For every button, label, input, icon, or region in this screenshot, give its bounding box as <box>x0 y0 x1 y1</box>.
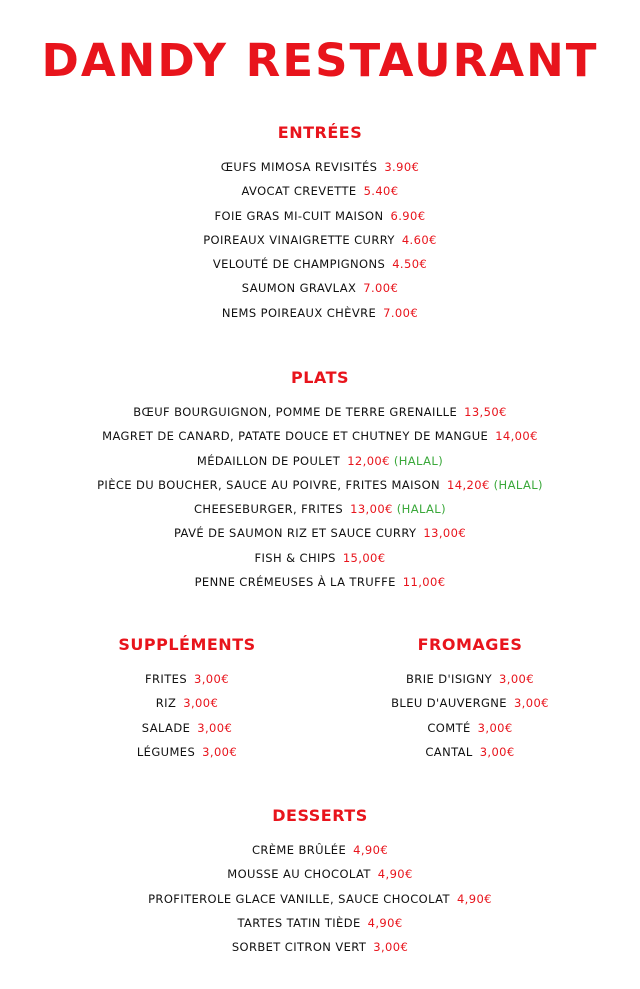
section-heading-plats: PLATS <box>291 368 349 387</box>
menu-item-price: 3,00€ <box>194 672 229 686</box>
menu-item-price: 6.90€ <box>390 208 426 223</box>
menu-item-name: AVOCAT CREVETTE <box>241 184 357 199</box>
section-plats <box>0 370 640 599</box>
menu-item-price: 13,00€ <box>350 502 393 517</box>
menu-item-name: RIZ <box>155 696 177 711</box>
menu-item-price: 4,90€ <box>353 843 389 857</box>
menu-item-name: BŒUF BOURGUIGNON, POMME DE TERRE GRENAILLE <box>133 405 458 419</box>
desserts-list <box>0 843 640 964</box>
menu-item-name: PAVÉ DE SAUMON RIZ ET SAUCE CURRY <box>173 526 417 541</box>
menu-item-name: COMTÉ <box>427 720 471 735</box>
section-heading-desserts: DESSERTS <box>272 806 368 825</box>
menu-item <box>0 575 640 599</box>
menu-item-price: 11,00€ <box>402 575 446 590</box>
section-fromages <box>370 637 570 769</box>
menu-item <box>0 209 640 233</box>
menu-item-price: 3,00€ <box>373 940 409 955</box>
menu-item-price: 14,00€ <box>495 429 538 444</box>
menu-item <box>0 551 640 575</box>
menu-item <box>0 233 640 257</box>
menu-item-price: 14,20€ <box>447 477 490 492</box>
halal-tag: (HALAL) <box>396 502 446 517</box>
menu-item-price: 3.90€ <box>384 160 420 174</box>
menu-item-price: 3,00€ <box>513 696 549 711</box>
menu-item-price: 7.00€ <box>383 305 419 320</box>
menu-item-name: NEMS POIREAUX CHÈVRE <box>221 305 377 320</box>
menu-item-name: MAGRET DE CANARD, PATATE DOUCE ET CHUTNEY DE MANGUE <box>102 429 489 444</box>
menu-item <box>370 721 570 745</box>
menu-item <box>0 940 640 964</box>
menu-item <box>0 257 640 281</box>
menu-item-name: POIREAUX VINAIGRETTE CURRY <box>203 232 395 247</box>
menu-item <box>0 526 640 550</box>
menu-item-name: LÉGUMES <box>136 744 196 759</box>
menu-item <box>0 160 640 184</box>
menu-item-price: 4,90€ <box>367 915 403 930</box>
menu-item-name: SALADE <box>141 720 191 735</box>
menu-item-price: 3,00€ <box>477 720 513 735</box>
menu-item <box>0 843 640 867</box>
menu-item-price: 15,00€ <box>342 550 386 565</box>
halal-tag: (HALAL) <box>393 453 444 468</box>
menu-item-name: MÉDAILLON DE POULET <box>196 453 341 468</box>
menu-item-name: FOIE GRAS MI-CUIT MAISON <box>214 208 384 223</box>
menu-item <box>0 306 640 330</box>
menu-item <box>370 672 570 696</box>
section-heading-fromages: FROMAGES <box>417 635 523 654</box>
supplements-list <box>87 672 287 769</box>
menu-item-name: BRIE D'ISIGNY <box>406 672 493 686</box>
menu-item <box>87 745 287 769</box>
menu-item-name: PENNE CRÉMEUSES À LA TRUFFE <box>194 575 396 590</box>
entrees-list <box>0 160 640 330</box>
menu-item-price: 12,00€ <box>347 453 390 468</box>
menu-item-price: 4.60€ <box>401 232 437 247</box>
menu-item <box>0 405 640 429</box>
menu-item-price: 5.40€ <box>363 184 399 199</box>
section-supplements <box>87 637 287 769</box>
menu-item <box>0 454 640 478</box>
menu-item-name: TARTES TATIN TIÈDE <box>237 915 361 930</box>
menu-item <box>0 892 640 916</box>
menu-item-name: SORBET CITRON VERT <box>231 940 367 955</box>
menu-item-price: 3,00€ <box>479 744 515 759</box>
menu-item-name: SAUMON GRAVLAX <box>241 281 357 296</box>
menu-item-price: 4.50€ <box>392 257 428 272</box>
menu-item-name: ŒUFS MIMOSA REVISITÉS <box>220 160 378 174</box>
menu-item-name: BLEU D'AUVERGNE <box>391 696 507 711</box>
menu-item-price: 4,90€ <box>456 891 492 906</box>
menu-item <box>87 672 287 696</box>
menu-item <box>370 745 570 769</box>
menu-item <box>87 721 287 745</box>
section-heading-entrees: ENTRÉES <box>277 123 363 142</box>
menu-item-price: 13,50€ <box>464 405 507 419</box>
menu-item <box>0 281 640 305</box>
restaurant-title: DANDY RESTAURANT <box>41 34 599 87</box>
menu-item <box>0 502 640 526</box>
halal-tag: (HALAL) <box>493 477 543 492</box>
menu-item-name: CRÈME BRÛLÉE <box>251 843 347 857</box>
menu-item-name: PROFITEROLE GLACE VANILLE, SAUCE CHOCOLAT <box>148 891 450 906</box>
menu-item-name: PIÈCE DU BOUCHER, SAUCE AU POIVRE, FRITES MAISON <box>97 477 441 492</box>
menu-item-price: 13,00€ <box>423 526 467 541</box>
menu-item <box>0 429 640 453</box>
menu-item-price: 3,00€ <box>499 672 534 686</box>
menu-item-price: 3,00€ <box>183 696 219 711</box>
menu-item <box>0 184 640 208</box>
menu-item-price: 7.00€ <box>363 281 399 296</box>
menu-item-name: CHEESEBURGER, FRITES <box>193 502 344 517</box>
menu-item-name: FISH & CHIPS <box>254 550 336 565</box>
section-desserts <box>0 808 640 964</box>
menu-item <box>87 696 287 720</box>
menu-item-price: 3,00€ <box>202 744 238 759</box>
plats-list <box>0 405 640 599</box>
menu-item-name: CANTAL <box>425 744 473 759</box>
menu-item <box>370 696 570 720</box>
menu-item <box>0 867 640 891</box>
menu-item <box>0 478 640 502</box>
menu-item-price: 3,00€ <box>197 720 233 735</box>
fromages-list <box>370 672 570 769</box>
menu-item <box>0 916 640 940</box>
menu-item-name: MOUSSE AU CHOCOLAT <box>227 867 371 882</box>
section-heading-supplements: SUPPLÉMENTS <box>118 635 256 654</box>
menu-item-name: VELOUTÉ DE CHAMPIGNONS <box>212 257 386 272</box>
menu-item-price: 4,90€ <box>377 867 413 882</box>
menu-item-name: FRITES <box>145 672 188 686</box>
section-entrees <box>0 125 640 330</box>
